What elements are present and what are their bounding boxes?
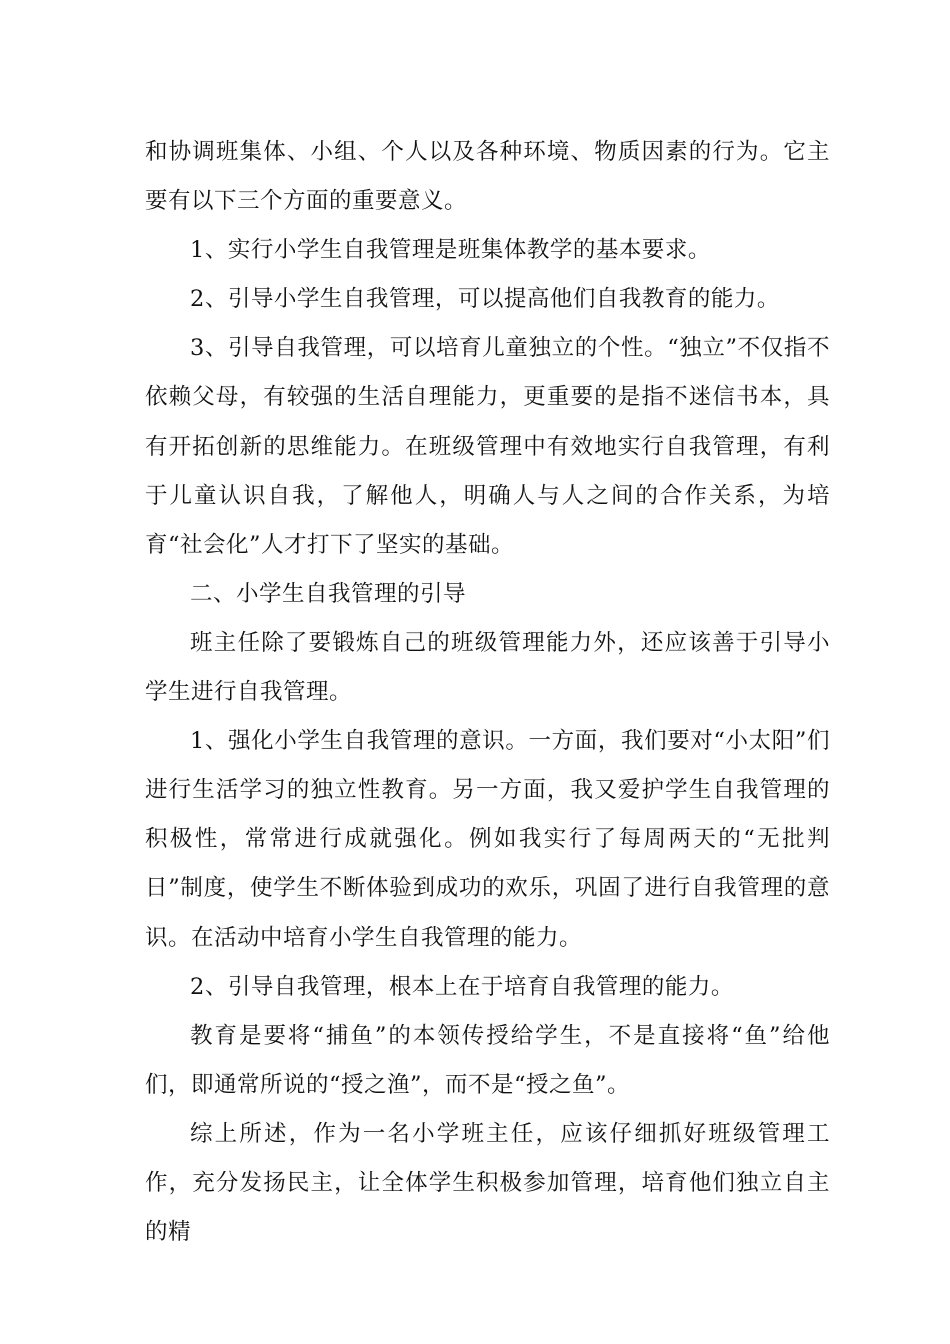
paragraph-2: 1、实行小学生自我管理是班集体教学的基本要求。 [190,237,711,264]
paragraph-3: 2、引导小学生自我管理，可以提高他们自我教育的能力。 [190,286,780,313]
paragraph-5: 班主任除了要锻炼自己的班级管理能力外，还应该善于引导小学生进行自我管理。 [145,629,830,706]
paragraph-4: 3、引导自我管理，可以培育儿童独立的个性。“独立”不仅指不依赖父母，有较强的生活自理能力，更重要的是指不迷信书本，具有开拓创新的思维能力。在班级管理中有效地实行自我管理，有利于儿童认识自我，了解他人，明确人与人之间的合作关系，为培育“社会化”人才打下了坚实的基础。 [145,335,830,558]
paragraph-7: 2、引导自我管理，根本上在于培育自我管理的能力。 [190,973,734,1000]
paragraph-9: 综上所述，作为一名小学班主任，应该仔细抓好班级管理工作，充分发扬民主，让全体学生积极参加管理，培育他们独立自主的精 [145,1120,830,1246]
document-body [145,128,830,1257]
paragraph-8: 教育是要将“捕鱼”的本领传授给学生，不是直接将“鱼”给他们，即通常所说的“授之渔”，而不是“授之鱼”。 [145,1022,830,1098]
paragraph-6: 1、强化小学生自我管理的意识。一方面，我们要对“小太阳”们进行生活学习的独立性教育。另一方面，我又爱护学生自我管理的积极性，常常进行成就强化。例如我实行了每周两天的“无批判日”制度，使学生不断体验到成功的欢乐，巩固了进行自我管理的意识。在活动中培育小学生自我管理的能力。 [145,728,830,951]
section-heading: 二、小学生自我管理的引导 [190,580,467,607]
paragraph-1: 和协调班集体、小组、个人以及各种环境、物质因素的行为。它主要有以下三个方面的重要意义。 [145,139,830,215]
